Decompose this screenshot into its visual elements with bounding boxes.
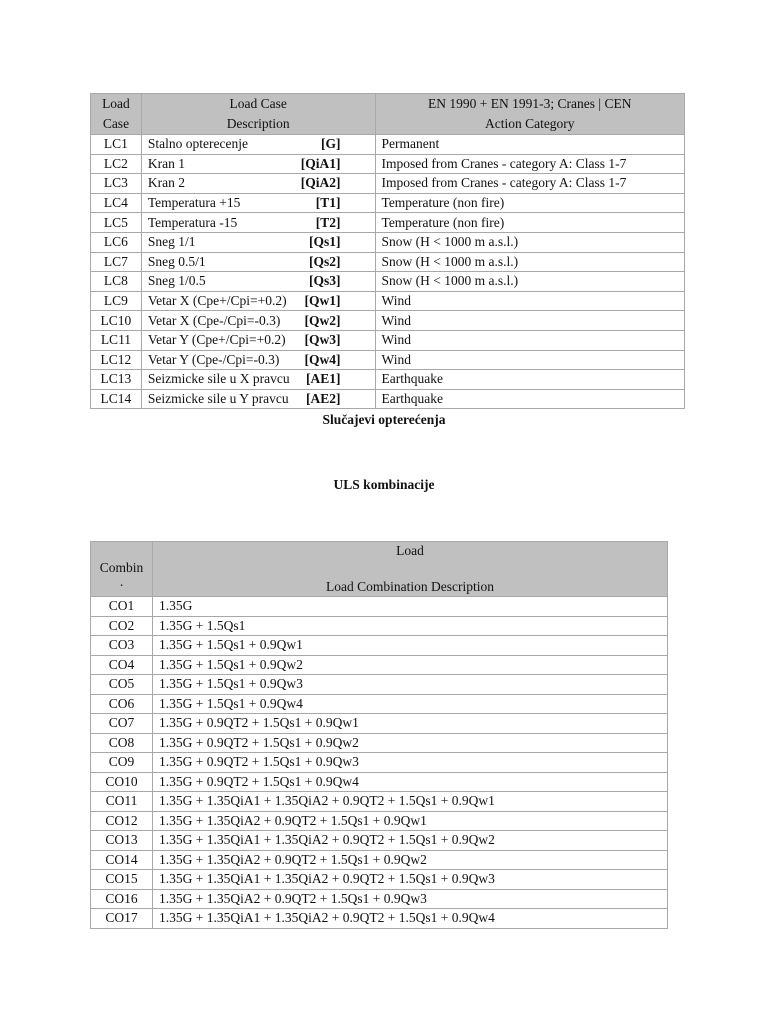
description-text: Vetar X (Cpe+/Cpi=+0.2) [147, 293, 287, 309]
table-row [91, 311, 685, 331]
combination-description: 1.35G + 1.35QiA2 + 0.9QT2 + 1.5Qs1 + 0.9Qw1 [153, 811, 668, 831]
combination-description: 1.35G + 1.5Qs1 + 0.9Qw1 [153, 636, 668, 656]
combination-id: CO14 [91, 850, 153, 870]
load-case-table [90, 93, 685, 409]
combination-id: CO13 [91, 831, 153, 851]
action-category: Imposed from Cranes - category A: Class 1-7 [375, 154, 684, 174]
load-case-description [141, 350, 375, 370]
combination-id: CO1 [91, 597, 153, 617]
combination-id: CO11 [91, 792, 153, 812]
table-row [91, 909, 668, 929]
header-text: Load [102, 96, 130, 111]
combination-id: CO16 [91, 889, 153, 909]
combination-description: 1.35G + 0.9QT2 + 1.5Qs1 + 0.9Qw1 [153, 714, 668, 734]
load-case-description [141, 389, 375, 409]
header-text: Load [396, 543, 424, 558]
load-case-code: [Qw2] [304, 312, 341, 328]
combination-id: CO2 [91, 616, 153, 636]
header-load-case [91, 94, 142, 135]
action-category: Earthquake [375, 370, 684, 390]
table-row [91, 174, 685, 194]
uls-combination-table [90, 541, 668, 929]
action-category: Wind [375, 330, 684, 350]
header-combination [91, 542, 153, 597]
table-row [91, 753, 668, 773]
table-row [91, 694, 668, 714]
header-load [153, 542, 668, 561]
combination-description: 1.35G + 1.5Qs1 + 0.9Qw3 [153, 675, 668, 695]
combination-id: CO6 [91, 694, 153, 714]
description-text: Kran 2 [147, 175, 185, 191]
load-case-description [141, 135, 375, 155]
load-case-code: [AE2] [306, 391, 341, 407]
header-text: Load Case [229, 96, 287, 111]
combination-description: 1.35G [153, 597, 668, 617]
action-category: Snow (H < 1000 m a.s.l.) [375, 252, 684, 272]
load-case-description [141, 174, 375, 194]
load-case-description [141, 232, 375, 252]
table-row [91, 389, 685, 409]
description-text: Kran 1 [147, 155, 185, 171]
combination-id: CO7 [91, 714, 153, 734]
table-row [91, 889, 668, 909]
description-text: Sneg 1/1 [147, 234, 196, 250]
load-case-code: [Qw3] [304, 332, 341, 348]
combination-description: 1.35G + 1.5Qs1 + 0.9Qw4 [153, 694, 668, 714]
load-case-code: [Qs1] [309, 234, 341, 250]
header-description [141, 94, 375, 135]
table-row [91, 792, 668, 812]
combination-description: 1.35G + 1.35QiA2 + 0.9QT2 + 1.5Qs1 + 0.9Qw3 [153, 889, 668, 909]
load-case-description [141, 291, 375, 311]
description-text: Vetar Y (Cpe-/Cpi=-0.3) [147, 351, 280, 367]
section-title: ULS kombinacije [333, 477, 435, 492]
table-caption: Slučajevi opterećenja [322, 412, 446, 427]
description-text: Vetar X (Cpe-/Cpi=-0.3) [147, 312, 281, 328]
action-category: Wind [375, 291, 684, 311]
action-category: Imposed from Cranes - category A: Class 1-7 [375, 174, 684, 194]
table-row [91, 870, 668, 890]
load-case-code: [Qw4] [304, 351, 341, 367]
load-case-code: [Qs2] [309, 253, 341, 269]
table-row [91, 675, 668, 695]
combination-description: 1.35G + 0.9QT2 + 1.5Qs1 + 0.9Qw3 [153, 753, 668, 773]
header-text: Action Category [484, 116, 575, 131]
description-text: Sneg 1/0.5 [147, 273, 206, 289]
load-case-code: [T1] [315, 195, 341, 211]
combination-id: CO10 [91, 772, 153, 792]
description-text: Seizmicke sile u X pravcu [147, 371, 290, 387]
load-case-id: LC8 [91, 272, 142, 292]
load-case-description [141, 193, 375, 213]
load-case-id: LC1 [91, 135, 142, 155]
table-row [91, 831, 668, 851]
load-case-id: LC10 [91, 311, 142, 331]
action-category: Earthquake [375, 389, 684, 409]
header-text: . [119, 574, 124, 589]
table-row [91, 714, 668, 734]
table-row [91, 655, 668, 675]
load-case-code: [QiA2] [300, 175, 341, 191]
load-case-description [141, 330, 375, 350]
load-case-code: [T2] [315, 214, 341, 230]
action-category: Temperature (non fire) [375, 213, 684, 233]
combination-description: 1.35G + 1.35QiA1 + 1.35QiA2 + 0.9QT2 + 1.5Qs1 + 0.9Qw2 [153, 831, 668, 851]
table-row [91, 616, 668, 636]
table-row [91, 135, 685, 155]
load-case-code: [Qw1] [304, 293, 341, 309]
action-category: Wind [375, 350, 684, 370]
header-text: Description [226, 116, 290, 131]
action-category: Wind [375, 311, 684, 331]
table-row [91, 772, 668, 792]
table-row [91, 193, 685, 213]
load-case-id: LC3 [91, 174, 142, 194]
combination-description: 1.35G + 1.5Qs1 [153, 616, 668, 636]
combination-id: CO17 [91, 909, 153, 929]
table-header-row [91, 94, 685, 135]
table-row [91, 350, 685, 370]
load-case-description [141, 370, 375, 390]
table-header-row [91, 542, 668, 561]
combination-id: CO9 [91, 753, 153, 773]
table-row [91, 252, 685, 272]
load-case-id: LC13 [91, 370, 142, 390]
combination-id: CO4 [91, 655, 153, 675]
load-case-description [141, 311, 375, 331]
header-text: Case [102, 116, 130, 131]
description-text: Sneg 0.5/1 [147, 253, 206, 269]
combination-description: 1.35G + 1.5Qs1 + 0.9Qw2 [153, 655, 668, 675]
load-case-id: LC11 [91, 330, 142, 350]
load-case-code: [G] [321, 136, 341, 152]
description-text: Seizmicke sile u Y pravcu [147, 391, 289, 407]
header-text: Load Combination Description [326, 579, 494, 594]
combination-description: 1.35G + 1.35QiA1 + 1.35QiA2 + 0.9QT2 + 1.5Qs1 + 0.9Qw1 [153, 792, 668, 812]
table-row [91, 154, 685, 174]
load-case-code: [AE1] [306, 371, 341, 387]
description-text: Temperatura +15 [147, 195, 241, 211]
header-action-category [375, 94, 684, 135]
combination-id: CO3 [91, 636, 153, 656]
load-case-id: LC5 [91, 213, 142, 233]
combination-description: 1.35G + 0.9QT2 + 1.5Qs1 + 0.9Qw4 [153, 772, 668, 792]
load-case-id: LC6 [91, 232, 142, 252]
description-text: Vetar Y (Cpe+/Cpi=+0.2) [147, 332, 286, 348]
load-case-id: LC12 [91, 350, 142, 370]
table-row [91, 330, 685, 350]
combination-description: 1.35G + 1.35QiA1 + 1.35QiA2 + 0.9QT2 + 1.5Qs1 + 0.9Qw3 [153, 870, 668, 890]
table-row [91, 811, 668, 831]
action-category: Permanent [375, 135, 684, 155]
table-row [91, 597, 668, 617]
description-text: Stalno opterecenje [147, 136, 248, 152]
table-row [91, 733, 668, 753]
load-case-code: [Qs3] [309, 273, 341, 289]
action-category: Temperature (non fire) [375, 193, 684, 213]
combination-description: 1.35G + 0.9QT2 + 1.5Qs1 + 0.9Qw2 [153, 733, 668, 753]
header-text: Combin [99, 560, 144, 575]
table-row [91, 636, 668, 656]
load-case-id: LC9 [91, 291, 142, 311]
load-case-description [141, 272, 375, 292]
action-category: Snow (H < 1000 m a.s.l.) [375, 272, 684, 292]
load-case-description [141, 154, 375, 174]
header-text: EN 1990 + EN 1991-3; Cranes | CEN [428, 96, 632, 111]
combination-description: 1.35G + 1.35QiA2 + 0.9QT2 + 1.5Qs1 + 0.9Qw2 [153, 850, 668, 870]
load-case-id: LC14 [91, 389, 142, 409]
table-header-row [91, 560, 668, 597]
table-row [91, 291, 685, 311]
load-case-description [141, 252, 375, 272]
action-category: Snow (H < 1000 m a.s.l.) [375, 232, 684, 252]
combination-id: CO8 [91, 733, 153, 753]
load-case-code: [QiA1] [300, 155, 341, 171]
combination-id: CO5 [91, 675, 153, 695]
description-text: Temperatura -15 [147, 214, 238, 230]
table-row [91, 370, 685, 390]
header-combination-description [153, 560, 668, 597]
table-row [91, 272, 685, 292]
combination-id: CO15 [91, 870, 153, 890]
load-case-description [141, 213, 375, 233]
combination-description: 1.35G + 1.35QiA1 + 1.35QiA2 + 0.9QT2 + 1.5Qs1 + 0.9Qw4 [153, 909, 668, 929]
table-row [91, 232, 685, 252]
load-case-id: LC4 [91, 193, 142, 213]
table-row [91, 213, 685, 233]
combination-id: CO12 [91, 811, 153, 831]
load-case-id: LC2 [91, 154, 142, 174]
load-case-id: LC7 [91, 252, 142, 272]
table-row [91, 850, 668, 870]
